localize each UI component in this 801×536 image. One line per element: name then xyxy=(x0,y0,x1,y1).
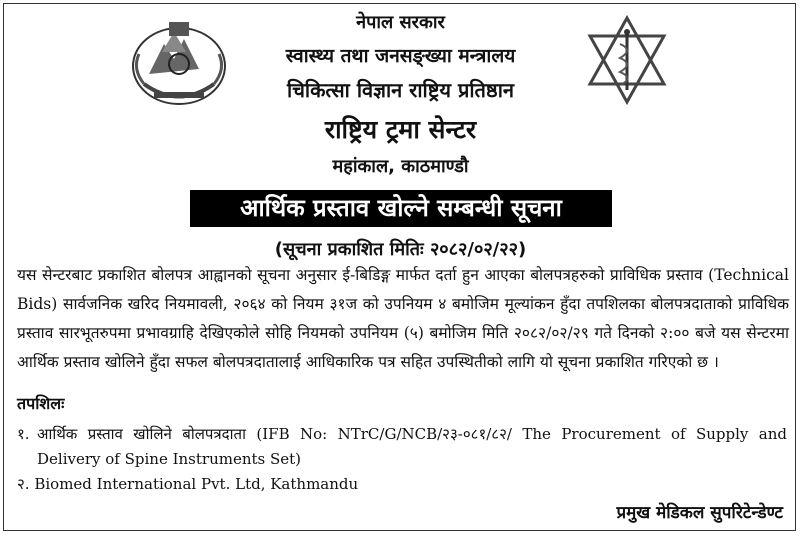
list-item xyxy=(17,422,787,472)
list-item-number: २. xyxy=(17,475,30,493)
details-label: तपशिलः xyxy=(17,394,65,413)
list-item-text: Biomed International Pvt. Ltd, Kathmandu xyxy=(34,475,359,493)
center-name: राष्ट्रिय ट्रमा सेन्टर xyxy=(324,115,477,144)
header-line-1: नेपाल सरकार xyxy=(356,12,445,33)
ministry-name: स्वास्थ्य तथा जनसङ्ख्या मन्त्रालय xyxy=(285,45,516,67)
list-item xyxy=(17,472,358,497)
notice-body: यस सेन्टरबाट प्रकाशित बोलपत्र आह्वानको सूचना अनुसार ई-बिडिङ्ग मार्फत दर्ता हुन आएका बोलपत्रहरुको प्राविधिक प्रस्ताव (Technical Bids) सार्वजनिक खरिद नियमावली, २०६४ को नियम ३१ज को उपनियम ४ बमोजिम मूल्यांकन हुँदा तपशिलका बोलपत्रदाताको प्राविधिक प्रस्ताव सारभूतरुपमा प्रभावग्राहि देखिएकोले सोहि नियमको उपनियम (५) बमोजिम मिति २०८२/०२/२९ गते दिनको २:०० बजे यस सेन्टरमा आर्थिक प्रस्ताव खोलिने हुँदा सफल बोलपत्रदातालाई आधिकारिक पत्र सहित उपस्थितीको लागि यो सूचना प्रकाशित गरिएको छ । xyxy=(17,266,789,371)
notice-title-banner: आर्थिक प्रस्ताव खोल्ने सम्बन्धी सूचना xyxy=(190,190,612,227)
published-date: (सूचना प्रकाशित मितिः २०८२/०२/२२) xyxy=(274,239,527,260)
signature-title: प्रमुख मेडिकल सुपरिटेन्डेण्ट xyxy=(616,503,783,523)
address: महांकाल, काठमाण्डौ xyxy=(332,156,469,177)
academy-name: चिकित्सा विज्ञान राष्ट्रिय प्रतिष्ठान xyxy=(287,78,514,102)
list-item-text: आर्थिक प्रस्ताव खोलिने बोलपत्रदाता (IFB No: NTrC/G/NCB/२३-०८१/८२/ The Procurement of Supply and Delivery of Spine Instruments Set) xyxy=(37,425,787,468)
list-item-number: १. xyxy=(17,425,30,443)
